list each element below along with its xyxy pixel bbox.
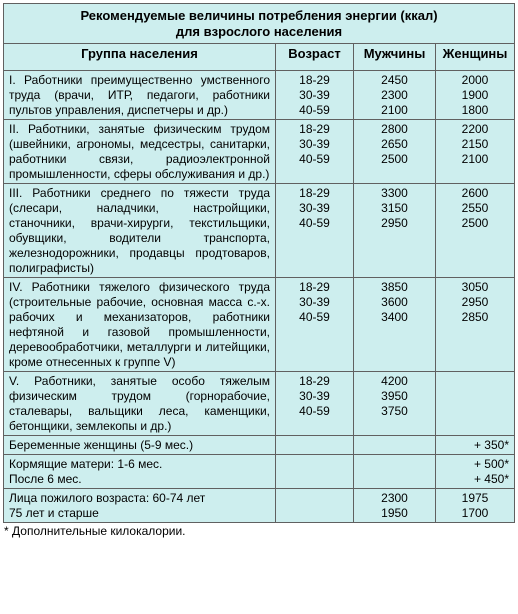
table-row-group-4 <box>4 278 515 372</box>
table-row-pregnant <box>4 436 515 455</box>
group-women-value: 2550 <box>461 201 489 215</box>
table-title-line-1: Рекомендуемые величины потребления энергии (ккал) <box>80 8 438 23</box>
group-age-value: 18-29 <box>299 374 330 388</box>
group-women <box>436 372 515 436</box>
nursing-women-2: + 450* <box>473 472 509 486</box>
elderly-men-2: 1950 <box>381 506 408 520</box>
group-age-value: 18-29 <box>299 186 330 200</box>
table-title <box>4 4 515 44</box>
group-women-value: 2950 <box>461 295 489 309</box>
group-men <box>354 71 436 120</box>
group-men-value: 3300 <box>381 186 408 200</box>
group-men-value: 4200 <box>381 374 408 388</box>
group-women-value: 2200 <box>461 122 489 136</box>
table-row-group-3 <box>4 184 515 278</box>
nursing-women <box>436 455 515 489</box>
group-women-value: 3050 <box>461 280 489 294</box>
group-women-value: 2150 <box>461 137 489 151</box>
group-age-value: 18-29 <box>299 73 330 87</box>
nursing-age <box>276 455 354 489</box>
pregnant-women: + 350* <box>436 436 515 455</box>
group-women <box>436 184 515 278</box>
group-age <box>276 278 354 372</box>
footnote: * Дополнительные килокалории. <box>4 524 186 538</box>
group-women-value <box>441 404 509 419</box>
group-age <box>276 372 354 436</box>
group-men <box>354 278 436 372</box>
header-women: Женщины <box>436 44 515 71</box>
group-age-value: 30-39 <box>299 137 330 151</box>
group-age <box>276 71 354 120</box>
elderly-women-2: 1700 <box>461 506 489 520</box>
group-men-value: 2650 <box>381 137 408 151</box>
group-label: II. Работники, занятые физическим трудом (швейники, агрономы, медсестры, санитарки, работники связи, радиоэлектронной промышленности, сферы обслуживания и др.) <box>4 120 276 184</box>
group-label: I. Работники преимущественно умственного труда (врачи, ИТР, педагоги, работники пультов управления, диспетчеры и др.) <box>4 71 276 120</box>
pregnant-age <box>276 436 354 455</box>
nursing-women-1: + 500* <box>473 457 509 471</box>
table-row-group-5 <box>4 372 515 436</box>
group-men-value: 3600 <box>381 295 408 309</box>
nursing-men <box>354 455 436 489</box>
group-men-value: 2800 <box>381 122 408 136</box>
table-header-row <box>4 44 515 71</box>
group-age-value: 40-59 <box>299 152 330 166</box>
group-age-value: 18-29 <box>299 122 330 136</box>
table-row-elderly <box>4 489 515 523</box>
group-age <box>276 184 354 278</box>
elderly-men-1: 2300 <box>381 491 408 505</box>
energy-table-container <box>3 3 514 539</box>
group-age-value: 40-59 <box>299 103 330 117</box>
group-women-value <box>441 374 509 389</box>
energy-table-extra <box>3 435 515 523</box>
group-age-value: 30-39 <box>299 295 330 309</box>
pregnant-label: Беременные женщины (5-9 мес.) <box>4 436 276 455</box>
group-age <box>276 120 354 184</box>
group-men-value: 3750 <box>381 404 408 418</box>
energy-table <box>3 3 515 436</box>
group-women-value: 2500 <box>461 216 489 230</box>
group-label: III. Работники среднего по тяжести труда (слесари, наладчики, настройщики, станочники, врачи-хирурги, текстильщики, обувщики, водители транспорта, железнодорожники, продавцы продтоваров, полиграфисты) <box>4 184 276 278</box>
group-men-value: 2300 <box>381 88 408 102</box>
group-age-value: 40-59 <box>299 404 330 418</box>
header-age: Возраст <box>276 44 354 71</box>
header-group: Группа населения <box>4 44 276 71</box>
group-women-value: 2100 <box>461 152 489 166</box>
group-men-value: 3150 <box>381 201 408 215</box>
group-women <box>436 71 515 120</box>
group-label: V. Работники, занятые особо тяжелым физическим трудом (горнорабочие, сталевары, вальщики леса, каменщики, бетонщики, землекопы и др.) <box>4 372 276 436</box>
group-men <box>354 120 436 184</box>
group-age-value: 18-29 <box>299 280 330 294</box>
group-age-value: 30-39 <box>299 88 330 102</box>
table-row-group-1 <box>4 71 515 120</box>
elderly-age <box>276 489 354 523</box>
table-title-line-2: для взрослого населения <box>175 24 343 39</box>
group-men-value: 2450 <box>381 73 408 87</box>
group-women <box>436 278 515 372</box>
nursing-label-line-2: После 6 мес. <box>9 472 82 486</box>
group-women-value: 2600 <box>461 186 489 200</box>
elderly-women-1: 1975 <box>461 491 489 505</box>
group-women-value <box>441 389 509 404</box>
elderly-men <box>354 489 436 523</box>
table-row-group-2 <box>4 120 515 184</box>
table-row-nursing <box>4 455 515 489</box>
elderly-label <box>4 489 276 523</box>
nursing-label <box>4 455 276 489</box>
group-men <box>354 184 436 278</box>
group-men-value: 2100 <box>381 103 408 117</box>
group-age-value: 40-59 <box>299 216 330 230</box>
pregnant-men <box>354 436 436 455</box>
group-men <box>354 372 436 436</box>
group-men-value: 3400 <box>381 310 408 324</box>
group-age-value: 40-59 <box>299 310 330 324</box>
group-age-value: 30-39 <box>299 201 330 215</box>
elderly-women <box>436 489 515 523</box>
group-men-value: 3850 <box>381 280 408 294</box>
group-women-value: 1800 <box>461 103 489 117</box>
elderly-label-line-2: 75 лет и старше <box>9 506 99 520</box>
group-men-value: 3950 <box>381 389 408 403</box>
table-title-row <box>4 4 515 44</box>
group-age-value: 30-39 <box>299 389 330 403</box>
group-men-value: 2500 <box>381 152 408 166</box>
group-men-value: 2950 <box>381 216 408 230</box>
nursing-label-line-1: Кормящие матери: 1-6 мес. <box>9 457 163 471</box>
group-women-value: 2850 <box>461 310 489 324</box>
header-men: Мужчины <box>354 44 436 71</box>
group-women <box>436 120 515 184</box>
group-women-value: 1900 <box>461 88 489 102</box>
group-label: IV. Работники тяжелого физического труда (строительные рабочие, основная масса с.-х. рабочих и механизаторов, работники нефтяной и газовой промышленности, деревообработчики, металлурги и литейщики, кроме отнесенных к группе V) <box>4 278 276 372</box>
group-women-value: 2000 <box>461 73 489 87</box>
elderly-label-line-1: Лица пожилого возраста: 60-74 лет <box>9 491 206 505</box>
